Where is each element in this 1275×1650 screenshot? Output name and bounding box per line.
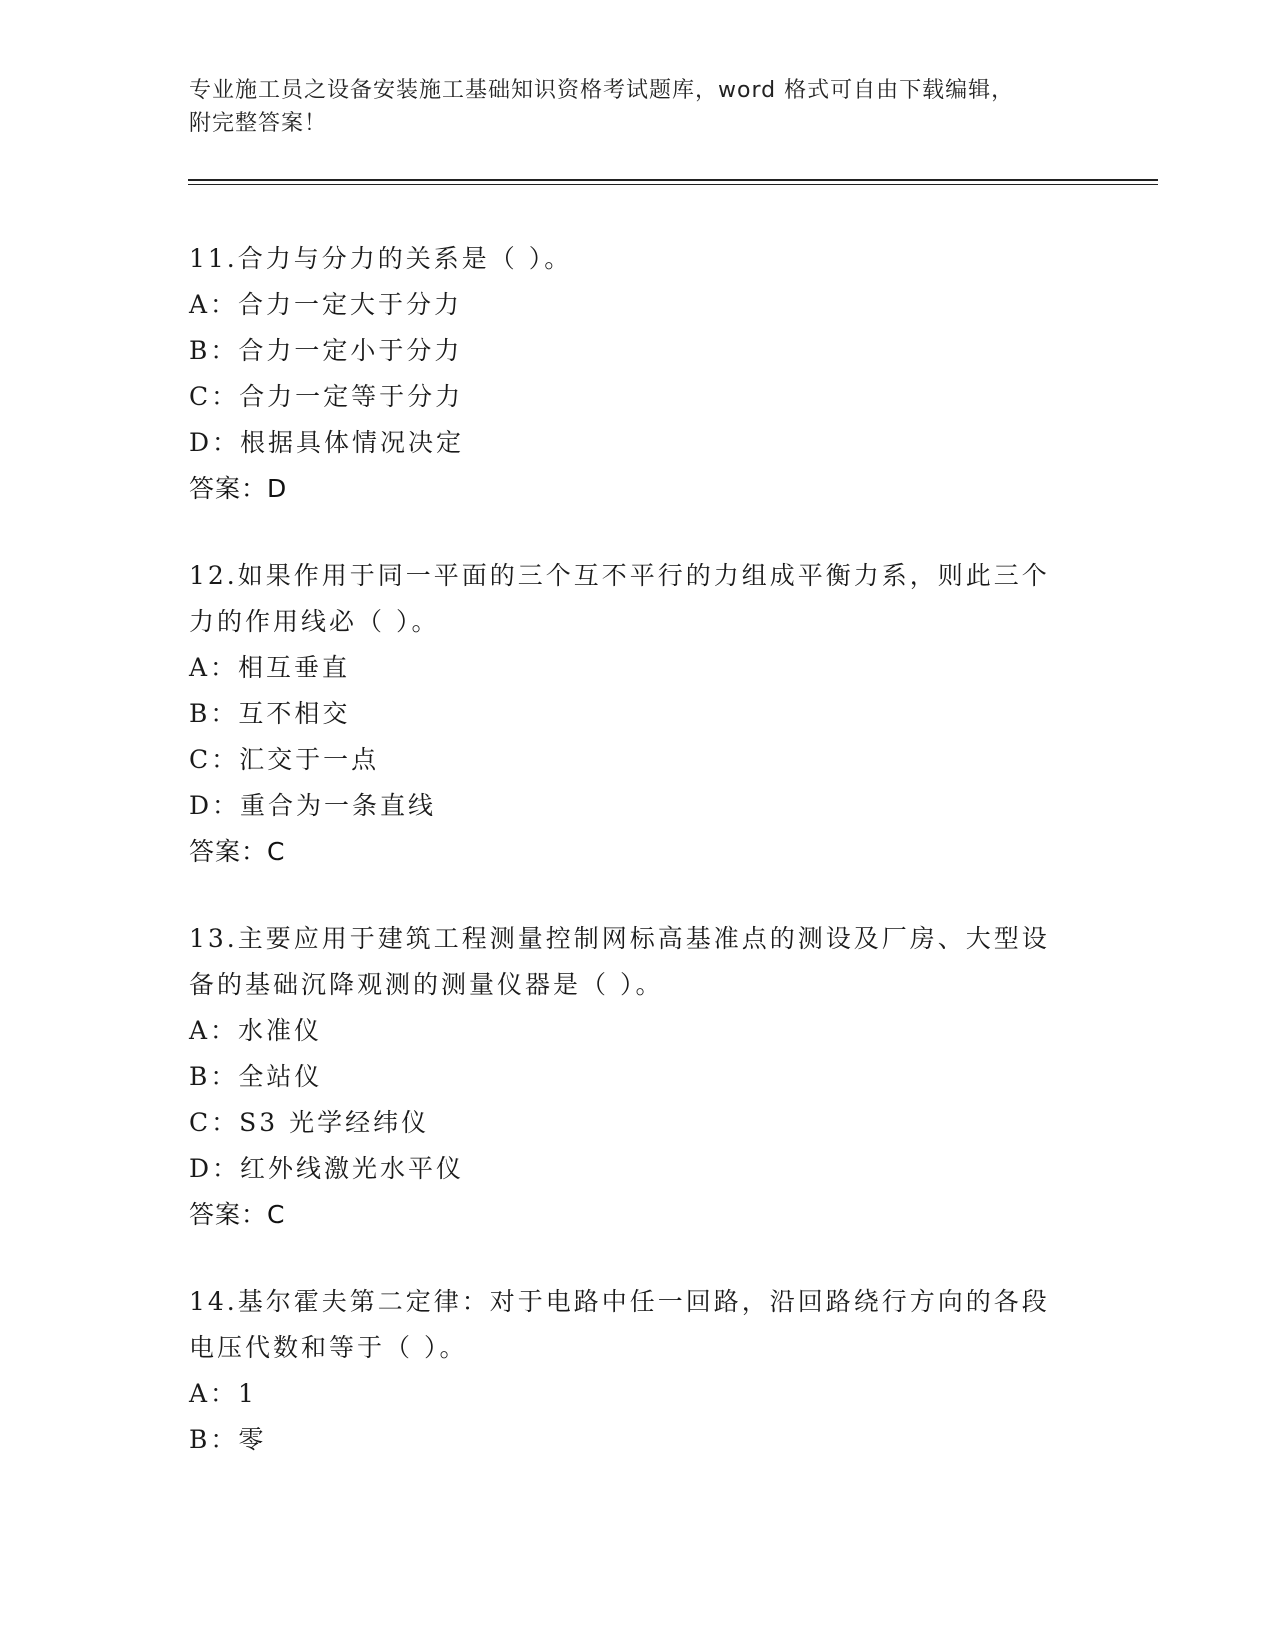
header-line-1: 专业施工员之设备安装施工基础知识资格考试题库，word 格式可自由下载编辑，: [189, 78, 1015, 103]
option-c: C：汇交于一点: [189, 745, 380, 774]
option-c: C：S3 光学经纬仪: [189, 1108, 430, 1137]
option-c: C：合力一定等于分力: [189, 382, 464, 411]
question-stem: 11.合力与分力的关系是（ ）。: [189, 244, 573, 273]
option-d: D：重合为一条直线: [189, 791, 437, 820]
question-stem-continued: 备的基础沉降观测的测量仪器是（ ）。: [189, 970, 664, 999]
question-stem-continued: 力的作用线必（ ）。: [189, 607, 440, 636]
question-list: [189, 236, 1089, 1504]
option-a: A：1: [189, 1379, 257, 1408]
question-14: [189, 1279, 1089, 1463]
header-divider-thin: [188, 184, 1158, 185]
answer-line: 答案：C: [189, 837, 286, 866]
question-stem: 14.基尔霍夫第二定律：对于电路中任一回路，沿回路绕行方向的各段: [189, 1287, 1050, 1316]
question-13: [189, 916, 1089, 1238]
option-b: B：互不相交: [189, 699, 351, 728]
option-a: A：相互垂直: [189, 653, 351, 682]
option-a: A：水准仪: [189, 1016, 323, 1045]
header-line-2: 附完整答案！: [189, 111, 328, 136]
answer-line: 答案：D: [189, 474, 288, 503]
answer-line: 答案：C: [189, 1200, 286, 1229]
option-b: B：合力一定小于分力: [189, 336, 463, 365]
option-a: A：合力一定大于分力: [189, 290, 463, 319]
question-11: [189, 236, 1089, 512]
question-stem: 12.如果作用于同一平面的三个互不平行的力组成平衡力系，则此三个: [189, 561, 1050, 590]
option-b: B：零: [189, 1425, 267, 1454]
question-12: [189, 553, 1089, 875]
document-header: [189, 74, 1089, 140]
option-b: B：全站仪: [189, 1062, 323, 1091]
question-stem: 13.主要应用于建筑工程测量控制网标高基准点的测设及厂房、大型设: [189, 924, 1050, 953]
option-d: D：红外线激光水平仪: [189, 1154, 465, 1183]
header-divider-thick: [188, 179, 1158, 181]
option-d: D：根据具体情况决定: [189, 428, 465, 457]
question-stem-continued: 电压代数和等于（ ）。: [189, 1333, 468, 1362]
